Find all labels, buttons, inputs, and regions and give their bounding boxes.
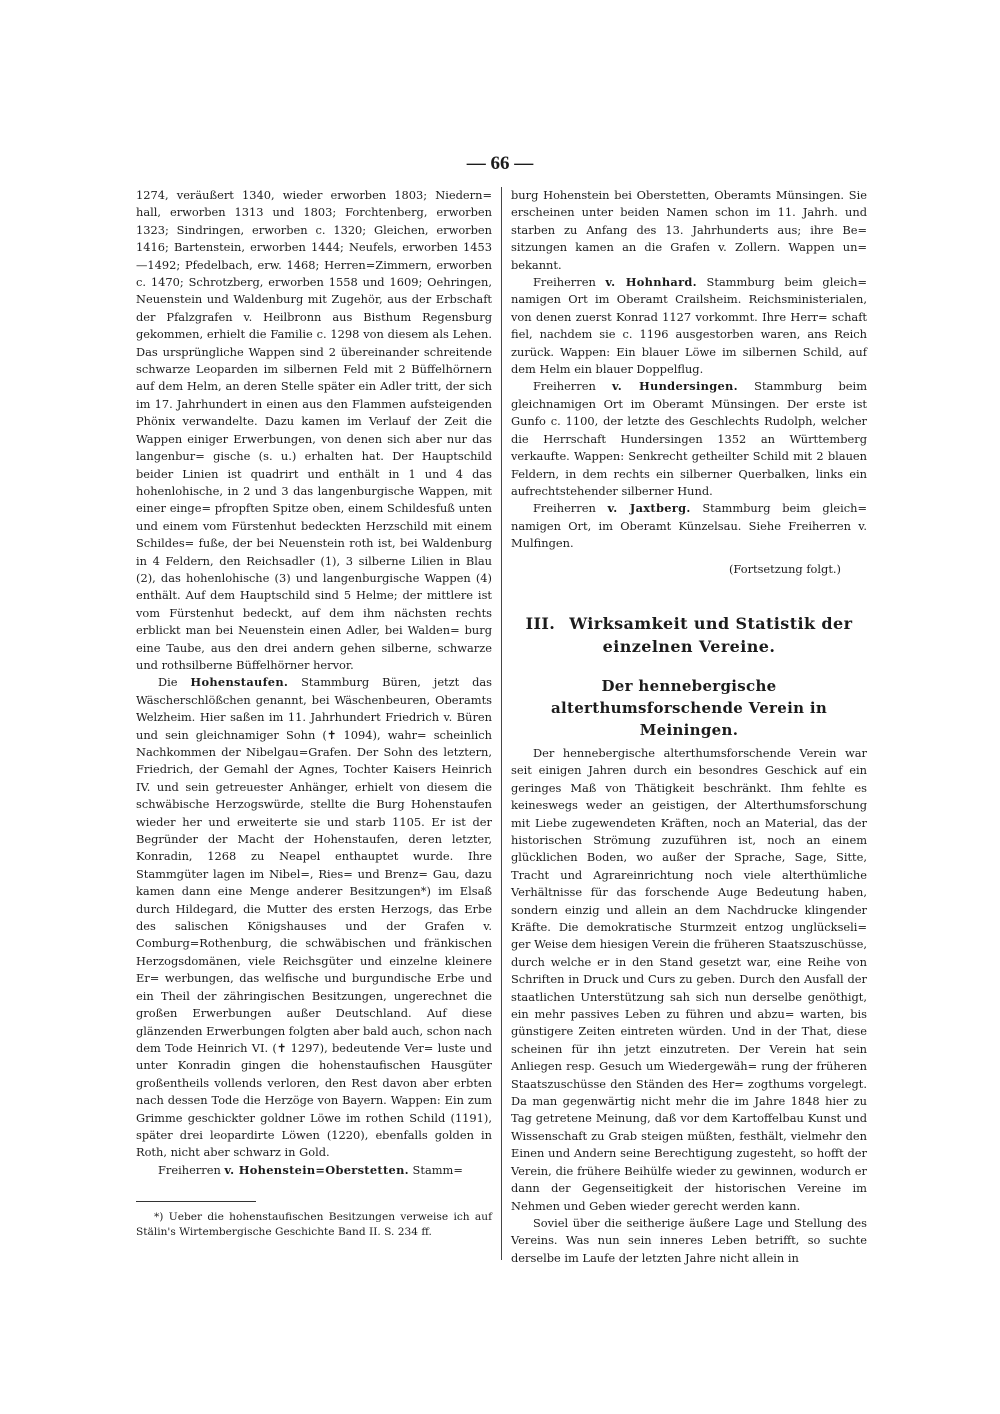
paragraph-hundersingen: Freiherren v. Hundersingen. Stammburg beim gleichnamigen Ort im Oberamt Münsingen. Der erste ist Gunfo c. 1100, der letzte des Geschlechts Rudolph, welcher die Herrschaft Hundersingen 1352 an Württemberg verkaufte. Wappen: Senkrecht getheilter Schild mit 2 blauen Feldern, in dem rechts ein silberner Querbalken, links ein aufrechtstehender silberner Hund. xyxy=(511,379,867,498)
footnote: *) Ueber die hohenstaufischen Besitzungen verweise ich auf Stälin's Wirtembergische Geschichte Band II. S. 234 ff. xyxy=(136,1211,492,1239)
paragraph-jaxtberg: Freiherren v. Jaxtberg. Stammburg beim gleich= namigen Ort, im Oberamt Künzelsau. Siehe Freiherren v. Mulfingen. xyxy=(511,501,868,551)
left-column xyxy=(136,187,492,1240)
paragraph-hohenstein-continued: burg Hohenstein bei Oberstetten, Oberamts Münsingen. Sie erscheinen unter beiden Namen schon im 11. Jahrh. und starben zu Anfang des 13. Jahrhunderts aus; ihre Be= sitzungen kamen an die Grafen v. Zollern. Wappen un= bekannt. xyxy=(511,188,867,272)
continuation-note: (Fortsetzung folgt.) xyxy=(728,561,841,576)
section-heading xyxy=(511,612,867,658)
page-number: — 66 — xyxy=(466,153,534,174)
paragraph-hohenstein-oberstetten: Freiherren v. Hohenstein=Oberstetten. Stamm= xyxy=(158,1162,463,1177)
column-divider xyxy=(501,187,502,1260)
entry-name-hohnhard: v. Hohnhard. xyxy=(605,275,697,290)
right-column xyxy=(511,187,867,1267)
entry-name-hundersingen: v. Hundersingen. xyxy=(612,379,738,394)
section-title: Wirksamkeit und Statistik der einzelnen Vereine. xyxy=(569,613,853,656)
paragraph-inneres-leben: Soviel über die seitherige äußere Lage und Stellung des Vereins. Was nun sein inneres Leben betrifft, so suchte derselbe im Laufe der letzten Jahre nicht allein in xyxy=(511,1215,867,1265)
entry-name-jaxtberg: v. Jaxtberg. xyxy=(607,501,691,516)
paragraph-hohnhard: Freiherren v. Hohnhard. Stammburg beim gleich= namigen Ort im Oberamt Crailsheim. Reichsministerialen, von denen zuerst Konrad 1127 vorkommt. Ihre Herr= schaft fiel, nachdem sie c. 1196 ausgestorben waren, ans Reich zurück. Wappen: Ein blauer Löwe im silbernen Schild, auf dem Helm ein blauer Doppelflug. xyxy=(511,275,867,377)
entry-name-hohenstein-oberstetten: v. Hohenstein=Oberstetten. xyxy=(224,1162,409,1177)
footnote-rule xyxy=(136,1201,256,1202)
article-title: Der hennebergische alterthumsforschende Verein in Meiningen. xyxy=(550,676,828,739)
paragraph-verein-meiningen: Der hennebergische alterthumsforschende Verein war seit einigen Jahren durch ein besondres Geschick auf ein geringes Maß von Thätigkeit beschränkt. Ihm fehlte es keineswegs weder an geistigen, der Alterthumsforschung mit Liebe zugewendeten Kräften, noch an Material, das der historischen Strömung zuzuführen ist, noch an einem glücklichen Boden, wo außer der Sprache, Sage, Sitte, Tracht und Agrareinrichtung noch viele alterthümliche Verhältnisse für das forschende Auge Bedeutung haben, sondern einzig und allein an dem Nachdrucke klingender Kräfte. Die demokratische Sturmzeit entzog unglückseli= ger Weise dem hiesigen Verein die früheren Staatszuschüsse, durch welche er in den Stand gesetzt war, eine Reihe von Schriften in Druck und Curs zu geben. Durch den Ausfall der staatlichen Unterstützung sah sich nun derselbe genöthigt, ein mehr passives Leben zu führen und abzu= warten, bis günstigere Zeiten eintreten würden. Und in der That, diese scheinen für ihn jetzt einzutreten. Der Verein hat sein Anliegen resp. Gesuch um Wiedergewäh= rung der früheren Staatszuschüsse den Ständen des Her= zogthums vorgelegt. Da man gegenwärtig nicht mehr die im Jahre 1848 hier zu Tag getretene Meinung, daß vor dem Kartoffelbau Kunst und Wissenschaft zu Grab steigen müßten, festhält, vielmehr den Einen und Andern seine Berechtigung zugesteht, so hofft der Verein, die frühere Beihülfe wieder zu gewinnen, wodurch er dann der Gegenseitigkeit der historischen Vereine im Nehmen und Geben wieder gerecht werden kann. xyxy=(511,745,868,1213)
paragraph-hohenlohe-wappen: 1274, veräußert 1340, wieder erworben 1803; Niedern= hall, erworben 1313 und 1803; Forchtenberg, erworben 1323; Sindringen, erworben c. 1320; Gleichen, erworben 1416; Bartenstein, erworben 1444; Neufels, erworben 1453—1492; Pfedelbach, erw. 1468; Herren=Zimmern, erworben c. 1470; Schrotzberg, erworben 1558 und 1609; Oehringen, Neuenstein und Waldenburg mit Zugehör, aus der Erbschaft der Pfalzgrafen v. Heilbronn aus Bisthum Regensburg gekommen, erhielt die Familie c. 1298 von diesem als Lehen. Das ursprüngliche Wappen sind 2 übereinander schreitende schwarze Leoparden im silbernen Feld mit 2 Büffelhörnern auf dem Helm, an deren Stelle später ein Adler tritt, der sich im 17. Jahrhundert in einen aus den Flammen aufsteigenden Phönix verwandelte. Dazu kamen im Verlauf der Zeit die Wappen einiger Erwerbungen, von denen sich aber nur das langenbur= gische (s. u.) erhalten hat. Der Hauptschild beider Linien ist quadrirt und enthält in 1 und 4 das hohenlohische, in 2 und 3 das langenburgische Wappen, mit einer einge= pfropften Spitze oben, einem Schildesfuß unten und einem vom Fürstenhut bedeckten Herzschild mit einem Schildes= fuße, der bei Neuenstein roth ist, bei Waldenburg in 4 Feldern, den Reichsadler (1), 3 silberne Lilien in Blau (2), das hohenlohische (3) und langenburgische Wappen (4) enthält. Auf dem Hauptschild sind 5 Helme; der mittlere ist vom Fürstenhut bedeckt, auf dem ihm nächsten rechts erblickt man bei Neuenstein einen Adler, bei Walden= burg eine Taube, aus den drei andern gehen silberne, schwarze und rothsilberne Büffelhörner hervor. xyxy=(136,188,492,672)
entry-name-hohenstaufen: Hohenstaufen. xyxy=(190,675,289,690)
section-numeral: III. xyxy=(525,613,556,633)
paragraph-hohenstaufen: Die Hohenstaufen. Stammburg Büren, jetzt das Wäscherschlößchen genannt, bei Wäschenbeuren, Oberamts Welzheim. Hier saßen im 11. Jahrhundert Friedrich v. Büren und sein gleichnamiger Sohn (✝ 1094), wahr= scheinlich Nachkommen der Nibelgau=Grafen. Der Sohn des letztern, Friedrich, der Gemahl der Agnes, Tochter Kaisers Heinrich IV. und sein getreuester Anhänger, erhielt von diesem die schwäbische Herzogswürde, stellte die Burg Hohenstaufen wieder her und erweiterte sie und starb 1105. Er ist der Begründer der Macht der Hohenstaufen, deren letzter, Konradin, 1268 zu Neapel enthauptet wurde. Ihre Stammgüter lagen im Nibel=, Ries= und Brenz= Gau, dazu kamen dann eine Menge anderer Besitzungen*) im Elsaß durch Hildegard, die Mutter des ersten Herzogs, das Erbe des salischen Königshauses und der Grafen v. Comburg=Rothenburg, die schwäbischen und fränkischen Herzogsdomänen, viele Reichsgüter und einzelne kleinere Er= werbungen, das welfische und burgundische Erbe und ein Theil der zähringischen Besitzungen, ungerechnet die großen Erwerbungen außer Deutschland. Auf diese glänzenden Erwerbungen folgten aber bald auch, schon nach dem Tode Heinrich VI. (✝ 1297), bedeutende Ver= luste und unter Konradin gingen die hohenstaufischen Hausgüter großentheils vollends verloren, den Rest davon aber erbten nach dessen Tode die Herzöge von Bayern. Wappen: Ein zum Grimme geschickter goldner Löwe im rothen Schild (1191), später drei leopardirte Löwen (1220), ebenfalls golden in Roth, nicht aber schwarz in Gold. xyxy=(136,675,493,1160)
